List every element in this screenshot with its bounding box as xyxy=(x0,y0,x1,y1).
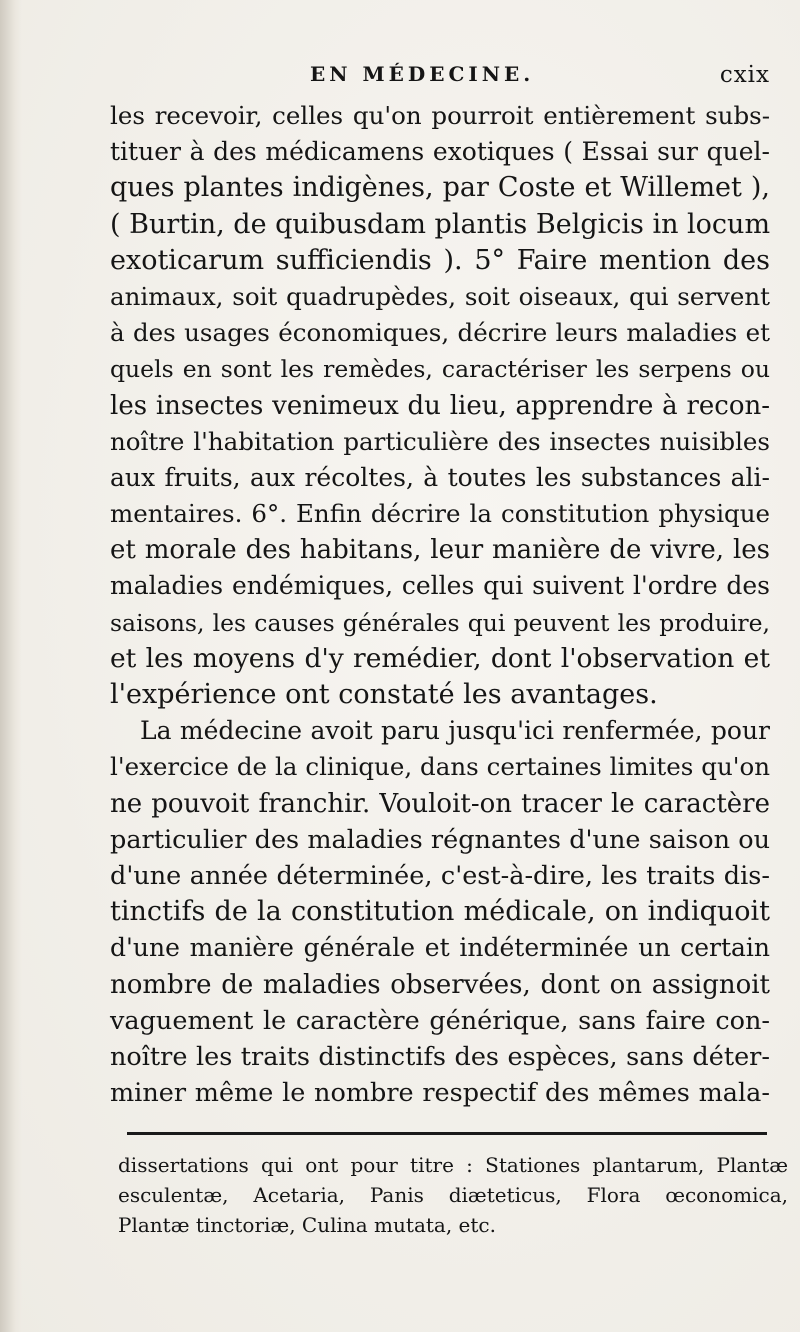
text-line: aux fruits, aux récoltes, à toutes les substances ali- xyxy=(110,462,770,492)
text-line: tituer à des médicamens exotiques ( Essai sur quel- xyxy=(110,137,770,167)
footnote-line: Plantæ tinctoriæ, Culina mutata, etc. xyxy=(118,1213,496,1237)
text-line: et morale des habitans, leur manière de vivre, les xyxy=(110,535,770,566)
text-line: les recevoir, celles qu'on pourroit entièrement subs- xyxy=(110,101,770,130)
text-line: à des usages économiques, décrire leurs maladies et xyxy=(110,318,770,348)
text-line: nombre de maladies observées, dont on assignoit xyxy=(110,969,770,1000)
footnote-line: esculentæ, Acetaria, Panis diæteticus, Flora œconomica, xyxy=(118,1183,788,1207)
text-line: particulier des maladies régnantes d'une saison ou xyxy=(110,824,770,855)
footnote-line: dissertations qui ont pour titre : Stationes plantarum, Plantæ xyxy=(118,1153,788,1177)
text-line: noître les traits distinctifs des espèces, sans déter- xyxy=(110,1041,770,1072)
text-line: ( Burtin, de quibusdam plantis Belgicis in locum xyxy=(110,208,771,240)
text-line: saisons, les causes générales qui peuvent les produire, xyxy=(110,608,770,637)
text-line: quels en sont les remèdes, caractériser les serpens ou xyxy=(110,355,770,384)
footnote xyxy=(118,1150,788,1240)
text-line: vaguement le caractère générique, sans faire con- xyxy=(110,1005,770,1036)
text-line: ques plantes indigènes, par Coste et Willemet ), xyxy=(110,172,770,204)
text-line: et les moyens d'y remédier, dont l'observation et xyxy=(110,642,770,674)
text-line: animaux, soit quadrupèdes, soit oiseaux, qui servent xyxy=(110,281,770,311)
text-line: tinctifs de la constitution médicale, on indiquoit xyxy=(110,896,770,928)
text-line: noître l'habitation particulière des insectes nuisibles xyxy=(110,426,770,456)
text-line: maladies endémiques, celles qui suivent l'ordre des xyxy=(110,571,770,601)
footnote-rule xyxy=(127,1132,767,1135)
page-gutter-shadow xyxy=(0,0,22,1332)
running-title: EN MÉDECINE. xyxy=(310,62,535,86)
text-line: ne pouvoit franchir. Vouloit-on tracer le caractère xyxy=(110,788,770,819)
text-line: miner même le nombre respectif des mêmes mala- xyxy=(110,1078,770,1109)
text-line: l'exercice de la clinique, dans certaines limites qu'on xyxy=(110,752,770,782)
text-line: exoticarum sufficiendis ). 5° Faire mention des xyxy=(110,244,770,276)
text-line: les insectes venimeux du lieu, apprendre à recon- xyxy=(110,390,770,421)
text-line: d'une année déterminée, c'est-à-dire, les traits dis- xyxy=(110,860,770,891)
page-number: cxix xyxy=(719,62,770,88)
paragraph-start-line: La médecine avoit paru jusqu'ici renfermée, pour xyxy=(140,716,770,746)
text-line: mentaires. 6°. Enfin décrire la constitution physique xyxy=(110,499,770,529)
running-header xyxy=(110,62,770,96)
text-line: d'une manière générale et indéterminée un certain xyxy=(110,933,770,963)
body-text xyxy=(110,98,770,1111)
paragraph-end-line: l'expérience ont constaté les avantages. xyxy=(110,679,658,710)
